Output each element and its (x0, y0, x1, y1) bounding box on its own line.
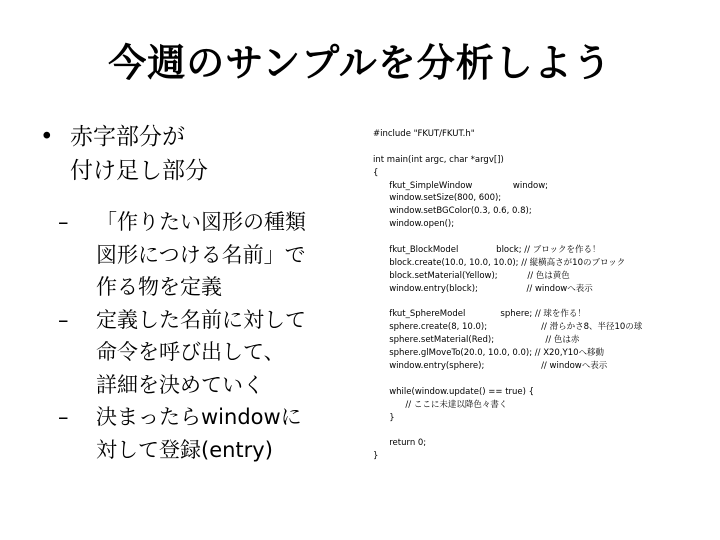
sub-bullet-text: 対して登録(entry) (96, 437, 273, 462)
code-line: fkut_SphereModel sphere; // 球を作る！ (373, 309, 586, 320)
sub-bullet-marker: – (58, 405, 69, 429)
sub-bullet-list (38, 206, 358, 466)
code-line: block.setMaterial(Yellow); // 色は黄色 (373, 270, 570, 281)
bullet-text-line-2: 付け足し部分 (70, 158, 208, 184)
code-line: } (373, 412, 395, 423)
main-bullet (38, 120, 358, 188)
code-sample (373, 128, 713, 463)
code-line: sphere.setMaterial(Red); // 色は赤 (373, 335, 580, 346)
sub-bullet-text: 命令を呼び出して、 (96, 340, 285, 364)
code-line: { (373, 167, 379, 178)
slide-title: 今週のサンプルを分析しよう (108, 41, 612, 85)
sub-bullet-text: 詳細を決めていく (96, 372, 264, 397)
sub-bullet-text: 決まったらwindowに (96, 405, 302, 429)
bullet-text-line-1: 赤字部分が (70, 124, 185, 150)
code-line: window.entry(block); // windowへ表示 (373, 283, 593, 294)
sub-bullet-text: 図形につける名前」で (96, 242, 306, 267)
code-line: window.setSize(800, 600); (373, 193, 502, 204)
bullet-marker: • (40, 124, 54, 150)
code-line: window.open(); (373, 219, 455, 230)
code-line (373, 231, 713, 244)
code-line (373, 424, 713, 437)
code-line (373, 141, 713, 154)
code-line: while(window.update() == true) { (373, 386, 535, 397)
code-line: // ここに未達以降色々書く (373, 399, 508, 410)
code-line: sphere.create(8, 10.0); // 滑らかさ8、半径10の球 (373, 322, 643, 333)
code-line: return 0; (373, 438, 427, 449)
code-line: fkut_SimpleWindow window; (373, 180, 549, 191)
code-line: } (373, 451, 379, 462)
sub-bullet-text: 「作りたい図形の種類 (96, 210, 306, 234)
code-line: fkut_BlockModel block; // ブロックを作る！ (373, 245, 601, 256)
sub-bullet-marker: – (58, 307, 69, 332)
sub-bullet-text: 定義した名前に対して (96, 307, 306, 332)
sub-bullet-define (58, 206, 358, 304)
sub-bullet-marker: – (58, 210, 69, 234)
bullet-list (38, 120, 358, 466)
sub-bullet-details (58, 304, 358, 402)
code-line: window.setBGColor(0.3, 0.6, 0.8); (373, 206, 532, 217)
code-line (373, 296, 713, 309)
code-line: sphere.glMoveTo(20.0, 10.0, 0.0); // X20,Y10へ移動 (373, 348, 605, 359)
sub-bullet-entry (58, 401, 358, 466)
code-line (373, 373, 713, 386)
code-line: block.create(10.0, 10.0, 10.0); // 縦横高さが10のブロック (373, 257, 626, 268)
sub-bullet-text: 作る物を定義 (96, 275, 222, 299)
code-line: #include "FKUT/FKUT.h" (373, 129, 475, 139)
code-line: window.entry(sphere); // windowへ表示 (373, 361, 608, 372)
code-line: int main(int argc, char *argv[]) (373, 154, 504, 165)
